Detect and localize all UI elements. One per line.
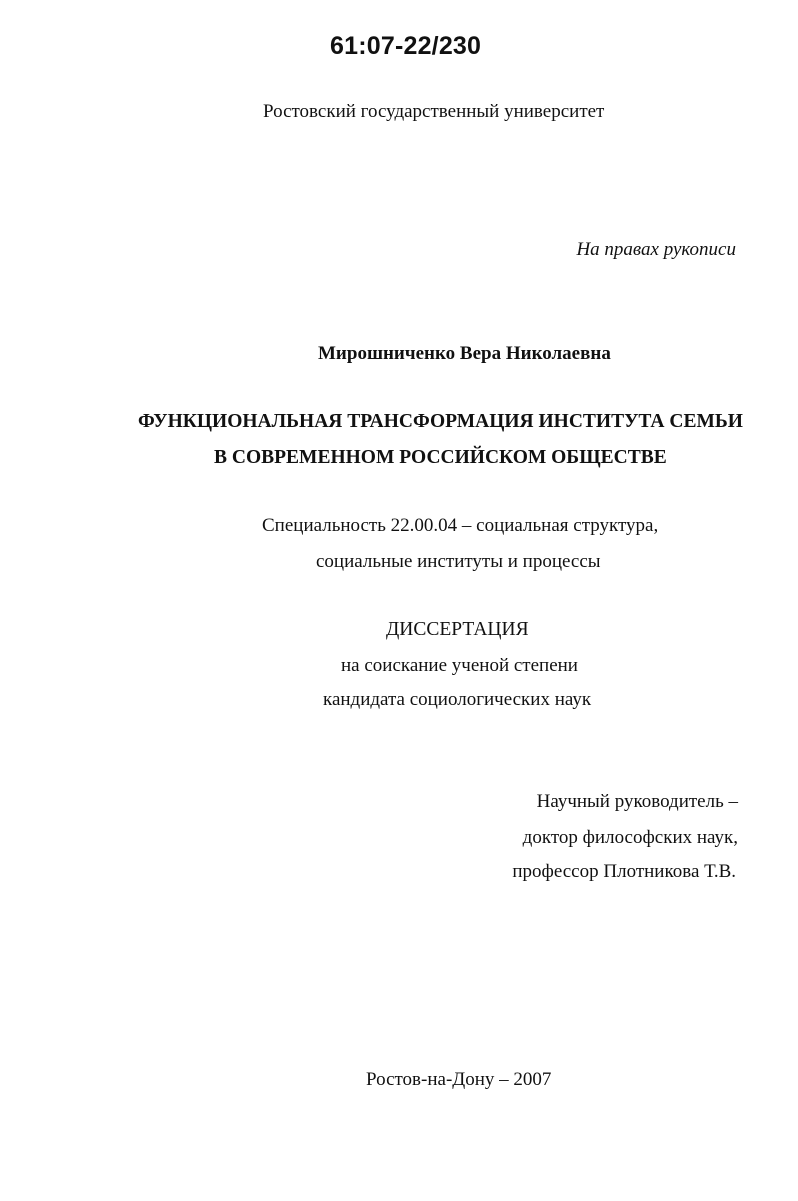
archive-code: 61:07-22/230 [330, 32, 482, 60]
supervisor-line-3: профессор Плотникова Т.В. [512, 861, 736, 882]
thesis-title-line-1: ФУНКЦИОНАЛЬНАЯ ТРАНСФОРМАЦИЯ ИНСТИТУТА СЕМЬИ [138, 411, 743, 432]
degree-line-2: кандидата социологических наук [323, 689, 592, 710]
specialty-line-2: социальные институты и процессы [316, 551, 601, 572]
supervisor-line-1: Научный руководитель – [536, 791, 738, 812]
degree-line-1: на соискание ученой степени [341, 655, 578, 676]
university-name: Ростовский государственный университет [263, 101, 605, 122]
thesis-title-line-2: В СОВРЕМЕННОМ РОССИЙСКОМ ОБЩЕСТВЕ [214, 447, 667, 468]
manuscript-rights-note: На правах рукописи [576, 239, 736, 260]
specialty-line-1: Специальность 22.00.04 – социальная структура, [262, 515, 659, 536]
supervisor-line-2: доктор философских наук, [522, 827, 738, 848]
city-year: Ростов-на-Дону – 2007 [366, 1069, 552, 1090]
dissertation-label: ДИССЕРТАЦИЯ [386, 619, 529, 640]
author-name: Мирошниченко Вера Николаевна [318, 343, 611, 364]
